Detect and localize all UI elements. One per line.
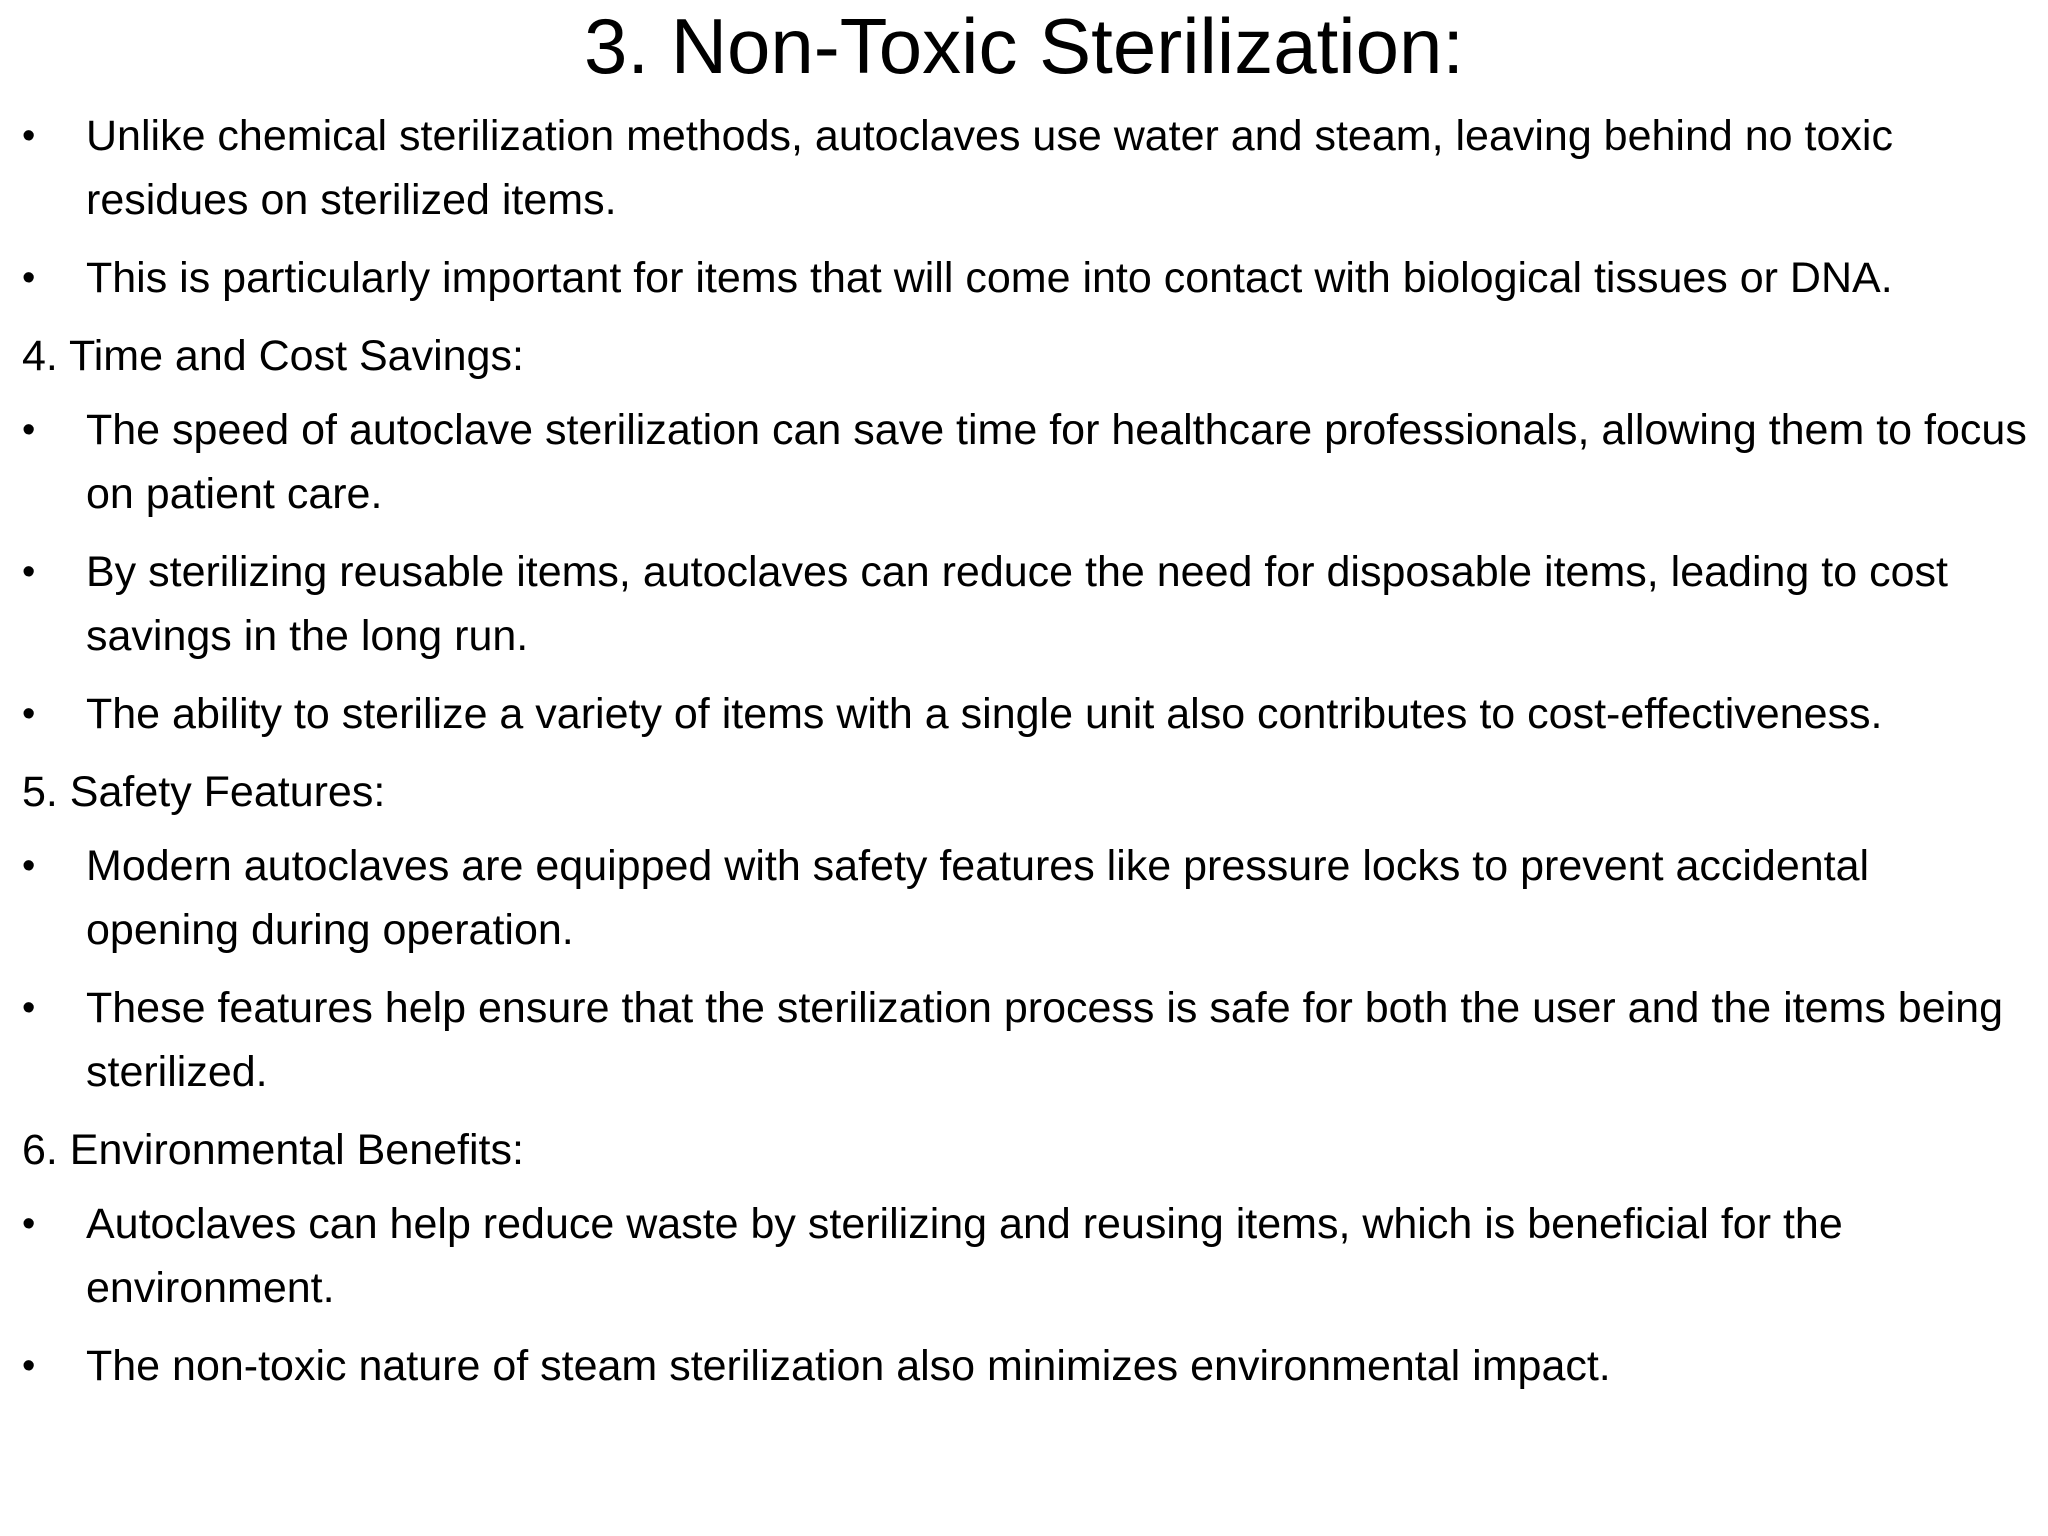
bullet-text: Modern autoclaves are equipped with safety features like pressure locks to prevent accidental opening during operation.: [86, 842, 1870, 954]
bullet-icon: •: [22, 1345, 36, 1387]
bullet-text: The ability to sterilize a variety of items with a single unit also contributes to cost-effectiveness.: [86, 690, 1883, 738]
bullet-text: Autoclaves can help reduce waste by sterilizing and reusing items, which is beneficial for the environment.: [86, 1200, 1843, 1312]
bullet-icon: •: [22, 845, 36, 887]
bullet-icon: •: [22, 693, 36, 735]
bullet-item: [22, 246, 2032, 310]
section-heading-environmental: 6. Environmental Benefits:: [22, 1126, 524, 1174]
bullet-item: [22, 682, 2032, 746]
bullet-item: [22, 1334, 2032, 1398]
bullet-item: [22, 1192, 2032, 1320]
bullet-text: The speed of autoclave sterilization can save time for healthcare professionals, allowing them to focus on patient care.: [86, 406, 2027, 518]
bullet-item: [22, 540, 2032, 668]
bullet-icon: •: [22, 115, 36, 157]
bullet-text: These features help ensure that the sterilization process is safe for both the user and the items being sterilized.: [86, 984, 2003, 1096]
slide-content: [22, 104, 2032, 1412]
bullet-item: [22, 104, 2032, 232]
bullet-icon: •: [22, 987, 36, 1029]
bullet-item: [22, 398, 2032, 526]
bullet-text: The non-toxic nature of steam sterilization also minimizes environmental impact.: [86, 1342, 1611, 1390]
bullet-text: Unlike chemical sterilization methods, autoclaves use water and steam, leaving behind no toxic residues on sterilized items.: [86, 112, 1893, 224]
bullet-item: [22, 834, 2032, 962]
bullet-icon: •: [22, 551, 36, 593]
bullet-text: This is particularly important for items that will come into contact with biological tissues or DNA.: [86, 254, 1893, 302]
bullet-icon: •: [22, 1203, 36, 1245]
section-heading-safety: 5. Safety Features:: [22, 768, 386, 816]
bullet-text: By sterilizing reusable items, autoclaves can reduce the need for disposable items, leading to cost savings in the long run.: [86, 548, 1948, 660]
slide-title: 3. Non-Toxic Sterilization:: [583, 2, 1464, 90]
bullet-item: [22, 976, 2032, 1104]
bullet-icon: •: [22, 257, 36, 299]
bullet-icon: •: [22, 409, 36, 451]
section-heading-time-cost: 4. Time and Cost Savings:: [22, 332, 524, 380]
